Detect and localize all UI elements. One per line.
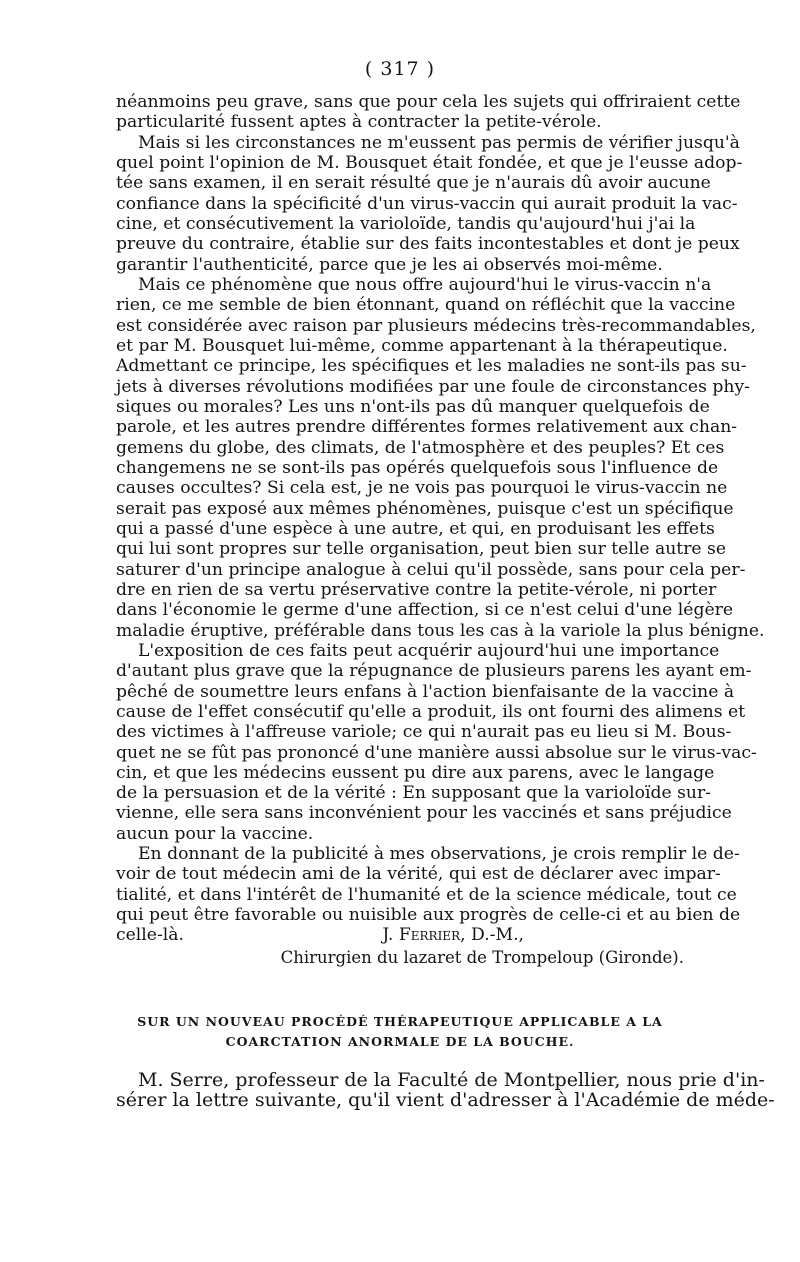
text-line: pêché de soumettre leurs enfans à l'action bienfaisante de la vaccine à: [116, 681, 735, 702]
text-line: tée sans examen, il en serait résulté que je n'aurais dû avoir aucune: [116, 173, 711, 194]
text-line: saturer d'un principe analogue à celui qu'il possède, sans pour cela per-: [116, 559, 746, 580]
text-line: vienne, elle sera sans inconvénient pour les vaccinés et sans préjudice: [116, 803, 732, 824]
signature-name: [382, 925, 684, 945]
text-line: siques ou morales? Les uns n'ont-ils pas dû manquer quelquefois de: [116, 396, 710, 417]
text-line: d'autant plus grave que la répugnance de plusieurs parens les ayant em-: [116, 661, 752, 682]
text-line: maladie éruptive, préférable dans tous les cas à la variole la plus bénigne.: [116, 620, 765, 641]
body-text: [116, 92, 775, 1112]
text-line: L'exposition de ces faits peut acquérir aujourd'hui une importance: [138, 640, 720, 661]
text-line: des victimes à l'affreuse variole; ce qui n'aurait pas eu lieu si M. Bous-: [116, 722, 732, 743]
text-line: jets à diverses révolutions modifiées par une foule de circonstances phy-: [116, 376, 750, 397]
text-line: Mais si les circonstances ne m'eussent pas permis de vérifier jusqu'à: [138, 132, 740, 153]
text-line: cin, et que les médecins eussent pu dire aux parens, avec le langage: [116, 762, 715, 783]
signature-initial: J.: [382, 925, 394, 946]
text-line: de la persuasion et de la vérité : En supposant que la varioloïde sur-: [116, 783, 711, 804]
text-line: confiance dans la spécificité d'un virus-vaccin qui aurait produit la vac-: [116, 193, 738, 214]
paragraph: [116, 132, 743, 275]
paragraphs: [116, 92, 765, 926]
text-line: voir de tout médecin ami de la vérité, qui est de déclarer avec impar-: [116, 864, 721, 885]
paragraph: [116, 844, 741, 926]
signature-line: [116, 925, 684, 945]
text-line: preuve du contraire, établie sur des faits incontestables et dont je peux: [116, 234, 740, 255]
text-line: changemens ne se sont-ils pas opérés quelquefois sous l'influence de: [116, 457, 719, 478]
text-line: qui peut être favorable ou nuisible aux progrès de celle-ci et au bien de: [116, 905, 741, 926]
final-line-1: M. Serre, professeur de la Faculté de Montpellier, nous prie d'in-: [138, 1068, 765, 1091]
text-line: dre en rien de sa vertu préservative contre la petite-vérole, ni porter: [116, 579, 717, 600]
text-line: serait pas exposé aux mêmes phénomènes, puisque c'est un spécifique: [116, 498, 734, 519]
text-line: et par M. Bousquet lui-même, comme appartenant à la thérapeutique.: [116, 335, 728, 356]
text-line: particularité fussent aptes à contracter la petite-vérole.: [116, 112, 602, 133]
text-line: cause de l'effet consécutif qu'elle a produit, ils ont fourni des alimens et: [116, 701, 746, 722]
text-line: tialité, et dans l'intérêt de l'humanité et de la science médicale, tout ce: [116, 884, 737, 905]
text-line: Mais ce phénomène que nous offre aujourd'hui le virus-vaccin n'a: [138, 274, 712, 295]
text-line: quel point l'opinion de M. Bousquet était fondée, et que je l'eusse adop-: [116, 152, 743, 173]
paragraph: [116, 274, 765, 641]
text-line: qui a passé d'une espèce à une autre, et qui, en produisant les effets: [116, 518, 715, 539]
text-line: gemens du globe, des climats, de l'atmosphère et des peuples? Et ces: [116, 437, 725, 458]
heading-line-2: COARCTATION ANORMALE DE LA BOUCHE.: [225, 1033, 575, 1049]
signature-title: Chirurgien du lazaret de Trompeloup (Gironde).: [280, 947, 684, 967]
paragraph: [116, 92, 741, 133]
text-line: Admettant ce principe, les spécifiques et les maladies ne sont-ils pas su-: [116, 356, 747, 377]
signature-degree: , D.-M.,: [460, 925, 524, 946]
closing-text: celle-là.: [116, 925, 184, 946]
page-number: ( 317 ): [364, 58, 436, 80]
text-line: qui lui sont propres sur telle organisation, peut bien sur telle autre se: [116, 539, 727, 560]
final-paragraph: [116, 1068, 775, 1112]
text-line: cine, et consécutivement la varioloïde, tandis qu'aujourd'hui j'ai la: [116, 213, 696, 234]
text-line: rien, ce me semble de bien étonnant, quand on réfléchit que la vaccine: [116, 295, 736, 316]
text-line: est considérée avec raison par plusieurs médecins très-recommandables,: [116, 315, 756, 336]
text-line: aucun pour la vaccine.: [116, 823, 314, 844]
text-line: causes occultes? Si cela est, je ne vois pas pourquoi le virus-vaccin ne: [116, 478, 728, 499]
final-line-2: sérer la lettre suivante, qu'il vient d'adresser à l'Académie de méde-: [116, 1089, 775, 1112]
signature-surname: Ferrier: [398, 925, 461, 946]
text-line: parole, et les autres prendre différentes formes relativement aux chan-: [116, 417, 738, 438]
heading-line-1: SUR UN NOUVEAU PROCÉDÉ THÉRAPEUTIQUE APPLICABLE A LA: [137, 1013, 663, 1029]
section-heading: [116, 1012, 684, 1052]
text-line: quet ne se fût pas prononcé d'une manière aussi absolue sur le virus-vac-: [116, 742, 757, 763]
text-line: dans l'économie le germe d'une affection, si ce n'est celui d'une légère: [116, 600, 734, 621]
text-line: néanmoins peu grave, sans que pour cela les sujets qui offriraient cette: [116, 92, 741, 112]
text-line: En donnant de la publicité à mes observations, je crois remplir le de-: [138, 844, 740, 865]
text-line: garantir l'authenticité, parce que je les ai observés moi-même.: [116, 254, 663, 275]
paragraph: [116, 640, 757, 844]
